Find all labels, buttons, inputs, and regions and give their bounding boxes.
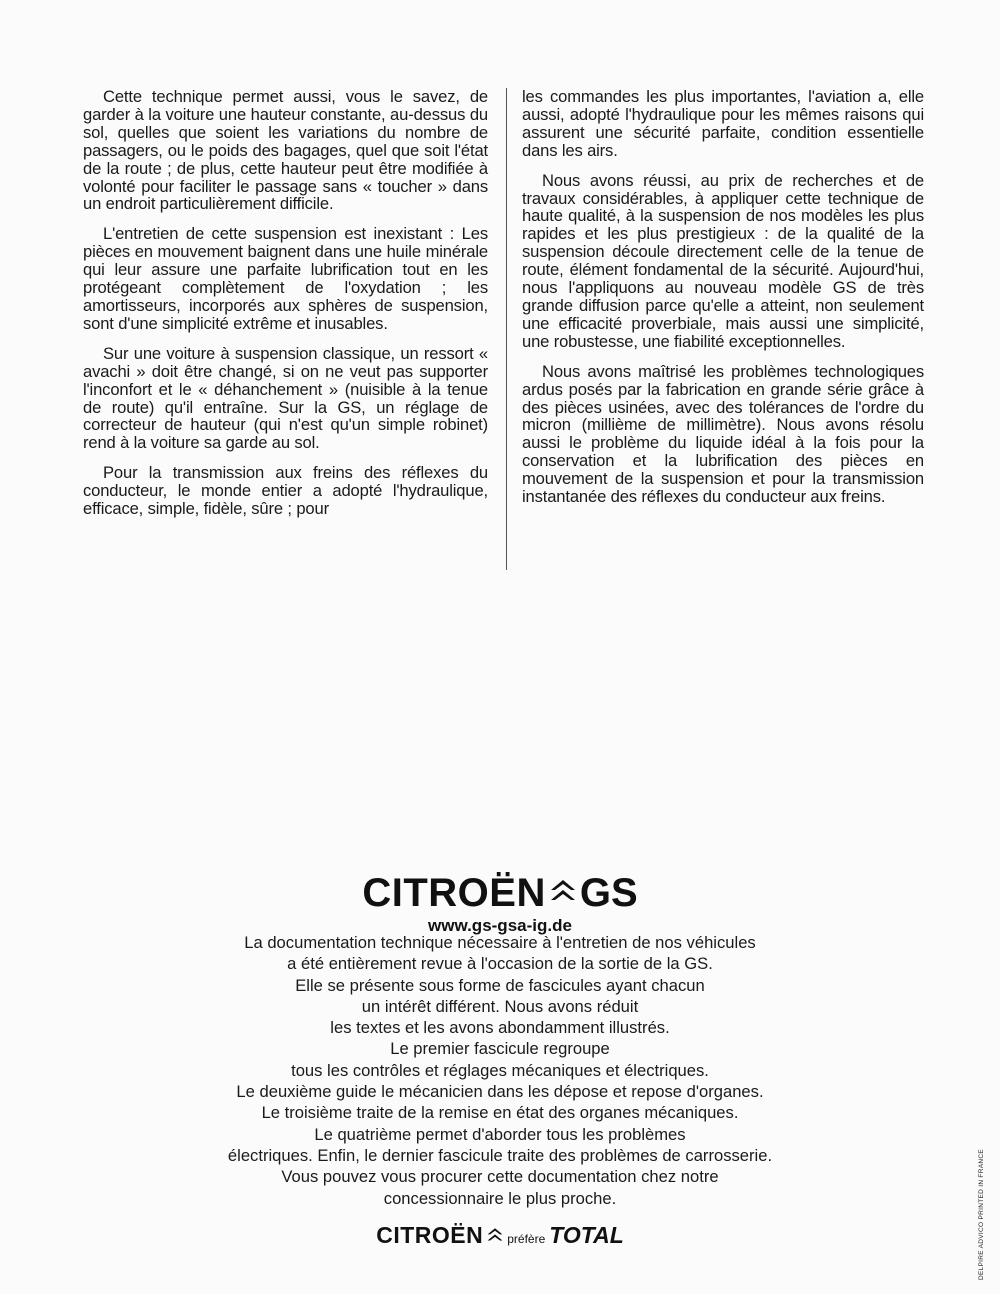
paragraph: Cette technique permet aussi, vous le savez, de garder à la voiture une hauteur constante, au-dessus du sol, quelles que soient les variations du nombre de passagers, ou le poids des bagages, quel que soit l'état de la route ; de plus, cette hauteur peut être modifiée à volonté pour faciliter le passage sans « toucher » dans un endroit particulièrement difficile. — [83, 87, 488, 214]
paragraph: les commandes les plus importantes, l'aviation a, elle aussi, adopté l'hydraulique pour les mêmes raisons qui assurent une sécurité parfaite, condition essentielle dans les airs. — [522, 87, 924, 160]
text-line: Le deuxième guide le mécanicien dans les dépose et repose d'organes. — [236, 1082, 764, 1102]
paragraph: Nous avons maîtrisé les problèmes technologiques ardus posés par la fabrication en grande série grâce à des pièces usinées, avec des tolérances de l'ordre du micron (millième de millimètre). Nous avons résolu aussi le problème du liquide idéal à la fois pour la conservation et la lubrification des pièces en mouvement de la suspension et pour la transmission instantanée des réflexes du conducteur aux freins. — [522, 361, 924, 507]
text-line: a été entièrement revue à l'occasion de la sortie de la GS. — [287, 954, 713, 974]
double-chevron-icon — [487, 1227, 503, 1248]
text-line: tous les contrôles et réglages mécaniques et électriques. — [291, 1060, 709, 1080]
footer-total-text: TOTAL — [549, 1222, 624, 1248]
left-text-column — [83, 88, 488, 530]
text-line: Elle se présente sous forme de fascicules ayant chacun — [295, 975, 705, 995]
paragraph: Nous avons réussi, au prix de recherches et de travaux considérables, à appliquer cette technique de haute qualité, à la suspension de nos modèles les plus rapides et les plus prestigieux : de la qualité de la suspension découle directement celle de la tenue de route, élément fondamental de la sécurité. Aujourd'hui, nous l'appliquons au nouveau modèle GS de très grande diffusion parce qu'elle a atteint, non seulement une efficacité proverbiale, mais aussi une simplicité, une robustesse, une fiabilité exceptionnelles. — [522, 170, 924, 351]
text-line: Le quatrième permet d'aborder tous les problèmes — [314, 1124, 686, 1144]
logo-gs-text: GS — [579, 870, 638, 915]
double-chevron-icon — [550, 878, 576, 909]
text-line: un intérêt différent. Nous avons réduit — [361, 996, 639, 1016]
brand-block — [150, 868, 850, 936]
text-line: les textes et les avons abondamment illustrés. — [330, 1018, 670, 1038]
column-divider — [506, 88, 507, 570]
text-line: Le premier fascicule regroupe — [390, 1039, 610, 1059]
footer-prefere-text: préfère — [507, 1232, 546, 1246]
paragraph: L'entretien de cette suspension est inexistant : Les pièces en mouvement baignent dans une huile minérale qui leur assure une parfaite lubrification tout en les protégeant complètement de l'oxydation ; les amortisseurs, incorporés aux sphères de suspension, sont d'une simplicité extrême et inusables. — [83, 224, 488, 333]
text-line: électriques. Enfin, le dernier fascicule traite des problèmes de carrosserie. — [227, 1145, 773, 1165]
paragraph: Sur une voiture à suspension classique, un ressort « avachi » doit être changé, si on ne veut pas supporter l'inconfort et le « déhanchement » (nuisible à la tenue de route) qu'il entraîne. Sur la GS, un réglage de correcteur de hauteur (qui n'est qu'un simple robinet) rend à la voiture sa garde au sol. — [83, 343, 488, 453]
text-line: Le troisième traite de la remise en état des organes mécaniques. — [261, 1103, 739, 1123]
documentation-text — [140, 932, 860, 1209]
citroen-prefere-total-logo — [300, 1222, 700, 1249]
footer-citroen-text: CITROËN — [376, 1222, 484, 1248]
right-text-column — [522, 88, 924, 518]
text-line: concessionnaire le plus proche. — [383, 1188, 617, 1208]
paragraph: Pour la transmission aux freins des réflexes du conducteur, le monde entier a adopté l'hydraulique, efficace, simple, fidèle, sûre ; pour — [83, 463, 488, 519]
text-line: Vous pouvez vous procurer cette documentation chez notre — [281, 1167, 719, 1187]
website-url: www.gs-gsa-ig.de — [428, 916, 572, 935]
text-line: La documentation technique nécessaire à l'entretien de nos véhicules — [244, 933, 756, 952]
printer-credit: DELPIRE ADVICO PRINTED IN FRANCE — [978, 1149, 985, 1280]
citroen-gs-logo — [150, 868, 850, 918]
logo-citroen-text: CITROËN — [362, 870, 546, 915]
